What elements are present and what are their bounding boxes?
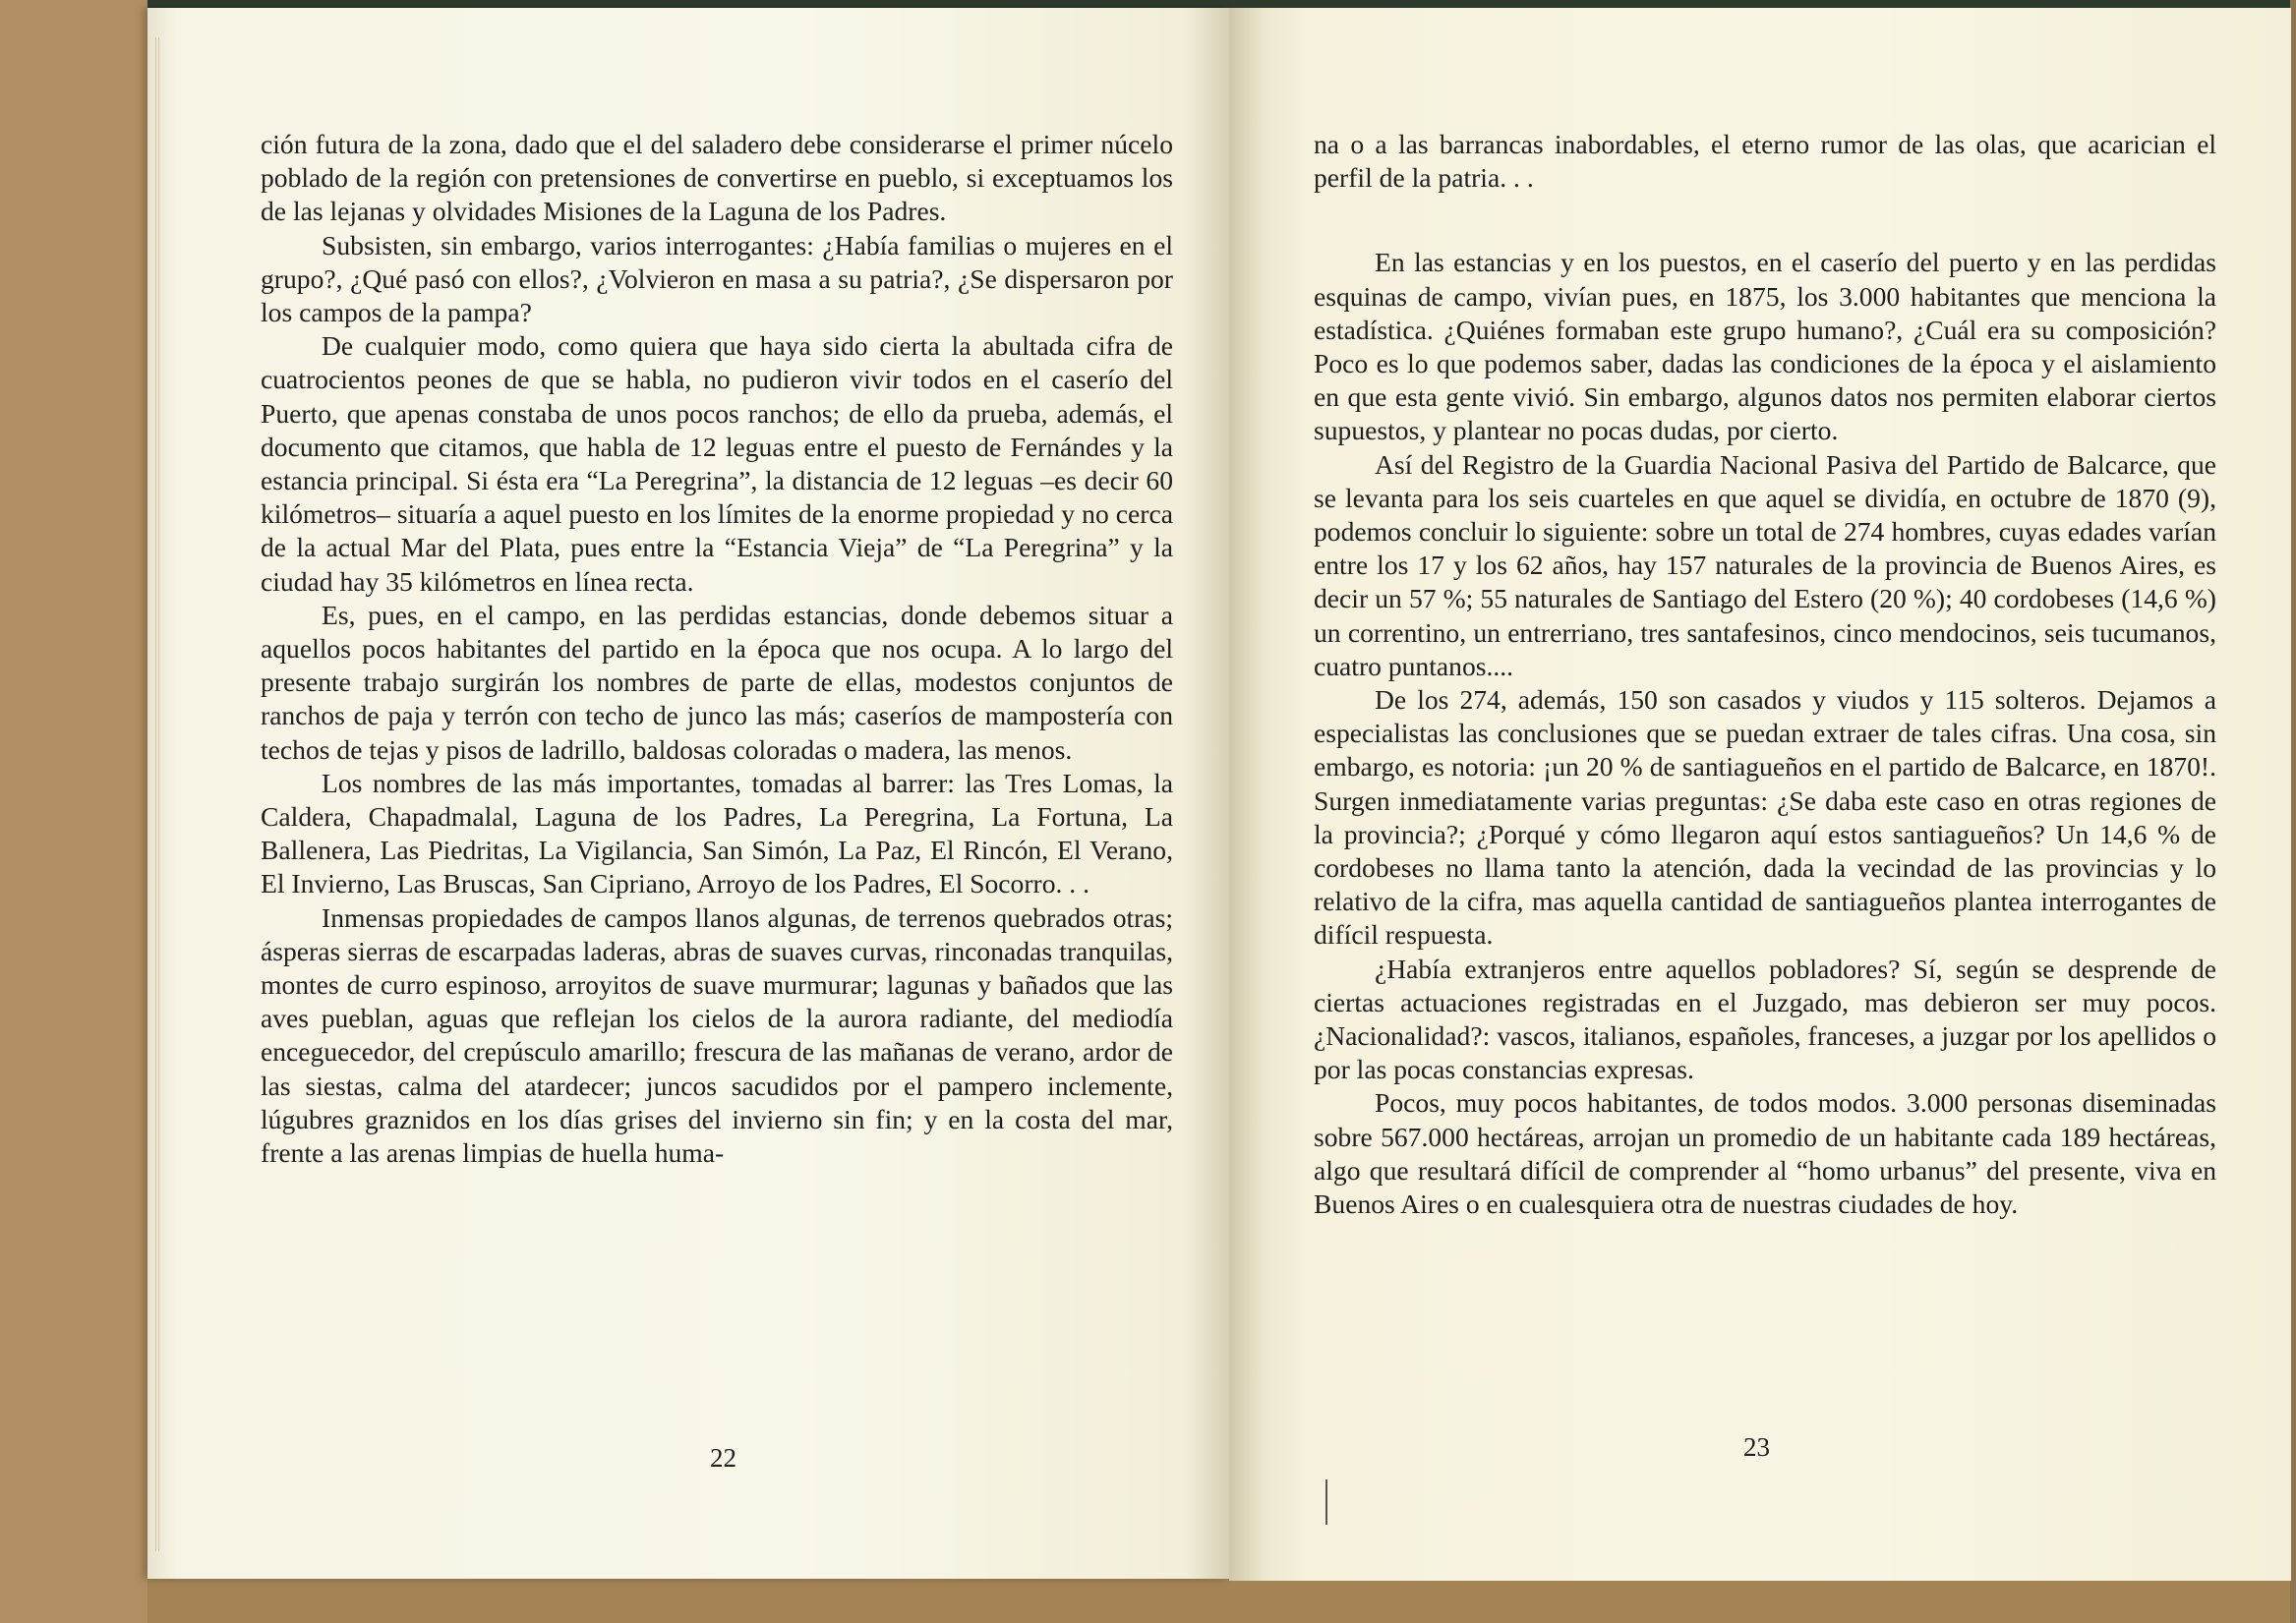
section-gap — [1314, 195, 2216, 246]
right-paragraph-1: En las estancias y en los puestos, en el caserío del puerto y en las perdidas esquinas de campo, vivían pues, en 1875, los 3.000 habitantes que menciona la estadística. ¿Quiénes formaban este grupo humano?, ¿Cuál era su composición? Poco es lo que podemos saber, dadas las condiciones de la época y el aislamiento en que esta gente vivió. Sin embargo, algunos datos nos permiten elaborar ciertos supuestos, y plantear no pocas dudas, por cierto. — [1314, 247, 2216, 446]
left-paragraph-6: Inmensas propiedades de campos llanos algunas, de terrenos quebrados otras; ásperas sierras de escarpadas laderas, abras de suaves curvas, rinconadas tranquilas, montes de curro espinoso, arroyitos de suave murmurar; lagunas y bañados que las aves pueblan, aguas que reflejan los cielos de la aurora radiante, del mediodía enceguecedor, del crepúsculo amarillo; frescura de las mañanas de verano, ardor de las siestas, calma del atardecer; juncos sacudidos por el pampero inclemente, lúgubres graznidos en los días grises del invierno sin fin; y en la costa del mar, frente a las arenas limpias de huella huma- — [261, 901, 1173, 1169]
right-page-text — [1314, 128, 2216, 1221]
page-number-left: 22 — [710, 1443, 736, 1473]
left-page-text — [261, 128, 1173, 1170]
left-paragraph-5: Los nombres de las más importantes, tomadas al barrer: las Tres Lomas, la Caldera, Chapadmalal, Laguna de los Padres, La Peregrina, La Fortuna, La Ballenera, Las Piedritas, La Vigilancia, San Simón, La Paz, El Rincón, El Verano, El Invierno, Las Bruscas, San Cipriano, Arroyo de los Padres, El Socorro. . . — [261, 767, 1173, 899]
scan-mark — [1325, 1479, 1327, 1525]
left-paragraph-4: Es, pues, en el campo, en las perdidas estancias, donde debemos situar a aquellos pocos habitantes del partido en la época que nos ocupa. A lo largo del presente trabajo surgirán los nombres de parte de ellas, modestos conjuntos de ranchos de paja y terrón con techo de junco las más; caseríos de mampostería con techos de tejas y pisos de ladrillo, baldosas coloradas o madera, las menos. — [261, 599, 1173, 765]
left-paragraph-1: ción futura de la zona, dado que el del saladero debe considerarse el primer núcelo poblado de la región con pretensiones de convertirse en pueblo, si exceptuamos los de las lejanas y olvidades Misiones de la Laguna de los Padres. — [261, 129, 1173, 227]
right-paragraph-3: De los 274, además, 150 son casados y viudos y 115 solteros. Dejamos a especialistas las conclusiones que se puedan extraer de tales cifras. Una cosa, sin embargo, es notoria: ¡un 20 % de santiagueños en el partido de Balcarce, en 1870!. Surgen inmediatamente varias preguntas: ¿Se daba este caso en otras regiones de la provincia?; ¿Porqué y cómo llegaron aquí estos santiagueños? Un 14,6 % de cordobeses no llama tanto la atención, dada la vecindad de las provincias y lo relativo de la cifra, mas aquella cantidad de santiagueños plantea interrogantes de difícil respuesta. — [1314, 684, 2216, 951]
right-paragraph-5: Pocos, muy pocos habitantes, de todos modos. 3.000 personas diseminadas sobre 567.000 hectáreas, arrojan un promedio de un habitante cada 189 hectáreas, algo que resultará difícil de comprender al “homo urbanus” del presente, viva en Buenos Aires o en cualesquiera otra de nuestras ciudades de hoy. — [1314, 1087, 2216, 1220]
right-opening-text: na o a las barrancas inabordables, el eterno rumor de las olas, que acarician el perfil de la patria. . . — [1314, 129, 2216, 194]
page-number-right: 23 — [1743, 1432, 1770, 1462]
left-paragraph-3: De cualquier modo, como quiera que haya sido cierta la abultada cifra de cuatrocientos peones de que se habla, no pudieron vivir todos en el caserío del Puerto, que apenas constaba de unos pocos ranchos; de ello da prueba, además, el documento que citamos, que habla de 12 leguas entre el puesto de Fernándes y la estancia principal. Si ésta era “La Peregrina”, la distancia de 12 leguas –es decir 60 kilómetros– situaría a aquel puesto en los límites de la enorme propiedad y no cerca de la actual Mar del Plata, pues entre la “Estancia Vieja” de “La Peregrina” y la ciudad hay 35 kilómetros en línea recta. — [261, 330, 1173, 597]
left-paragraph-2: Subsisten, sin embargo, varios interrogantes: ¿Había familias o mujeres en el grupo?, ¿Qué pasó con ellos?, ¿Volvieron en masa a su patria?, ¿Se dispersaron por los campos de la pampa? — [261, 229, 1173, 328]
right-paragraph-2: Así del Registro de la Guardia Nacional Pasiva del Partido de Balcarce, que se levanta para los seis cuarteles en que aquel se dividía, en octubre de 1870 (9), podemos concluir lo siguiente: sobre un total de 274 hombres, cuyas edades varían entre los 17 y los 62 años, hay 157 naturales de la provincia de Buenos Aires, es decir un 57 %; 55 naturales de Santiago del Estero (20 %); 40 cordobeses (14,6 %) un correntino, un entrerriano, tres santafesinos, cinco mendocinos, seis tucumanos, cuatro puntanos.... — [1314, 448, 2216, 681]
right-paragraph-4: ¿Había extranjeros entre aquellos pobladores? Sí, según se desprende de ciertas actuaciones registradas en el Juzgado, mas debieron ser muy pocos. ¿Nacionalidad?: vascos, italianos, españoles, franceses, a juzgar por los apellidos o por las pocas constancias expresas. — [1314, 953, 2216, 1085]
